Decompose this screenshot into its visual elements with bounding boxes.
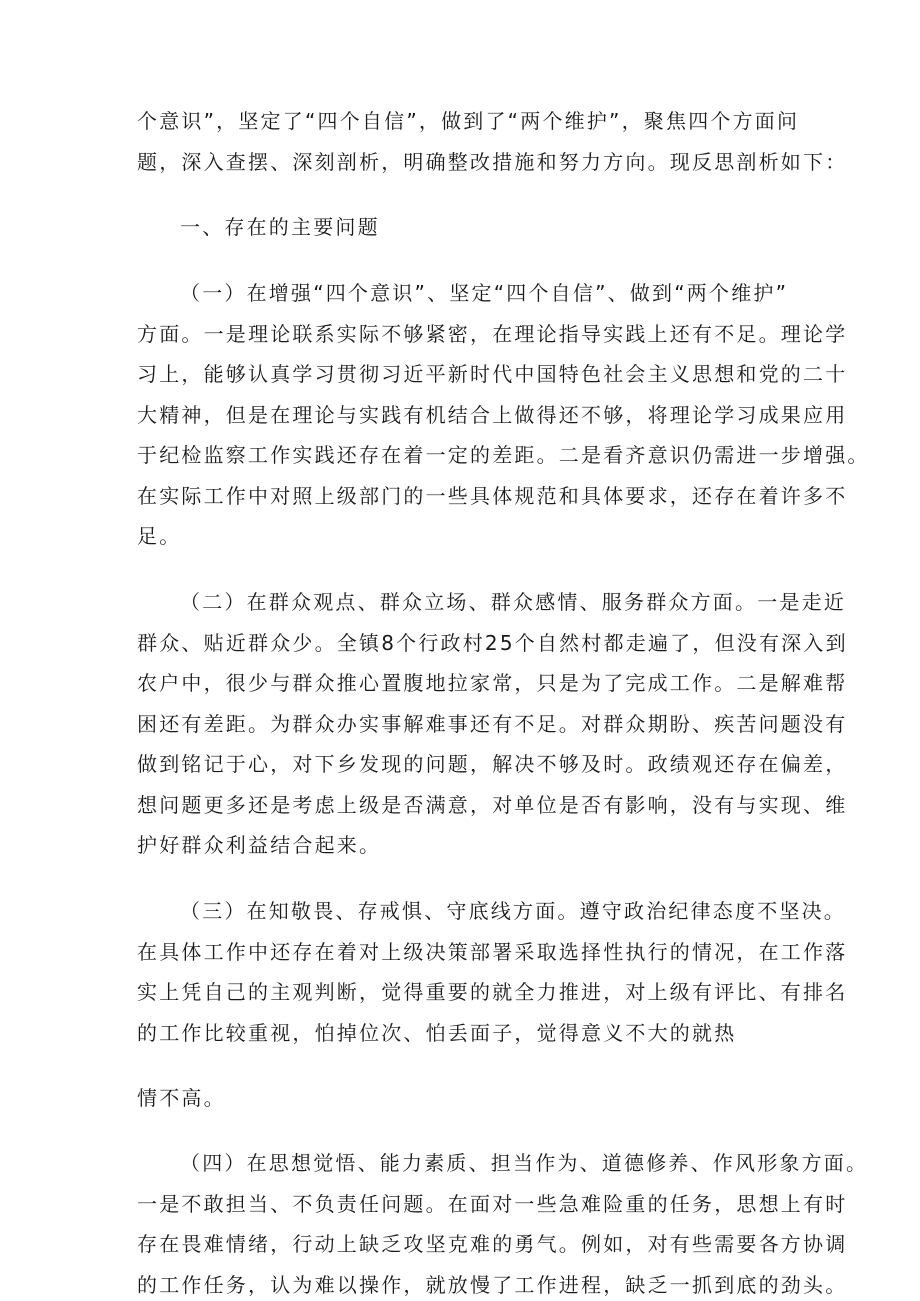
- text-line: 方面。一是理论联系实际不够紧密，在理论指导实践上还有不足。理论学: [137, 322, 848, 346]
- text-line: 护好群众利益结合起来。: [137, 833, 382, 857]
- text-line: 一是不敢担当、不负责任问题。在面对一些急难险重的任务，思想上有时: [137, 1192, 848, 1216]
- text-line: 题，深入查摆、深刻剖析，明确整改措施和努力方向。现反思剖析如下：: [137, 150, 848, 174]
- section-heading: 一、存在的主要问题: [180, 215, 380, 239]
- text-line: 做到铭记于心，对下乡发现的问题，解决不够及时。政绩观还存在偏差，: [137, 752, 848, 776]
- text-line: 于纪检监察工作实践还存在着一定的差距。二是看齐意识仍需进一步增强。: [137, 443, 870, 467]
- text-line: 的工作任务，认为难以操作，就放慢了工作进程，缺乏一抓到底的劲头。: [137, 1273, 848, 1297]
- text-line: 农户中，很少与群众推心置腹地拉家常，只是为了完成工作。二是解难帮: [137, 671, 848, 695]
- text-line: 想问题更多还是考虑上级是否满意，对单位是否有影响，没有与实现、维: [137, 793, 848, 817]
- text-line: 存在畏难情绪，行动上缺乏攻坚克难的勇气。例如，对有些需要各方协调: [137, 1232, 848, 1256]
- text-line: 习上，能够认真学习贯彻习近平新时代中国特色社会主义思想和党的二十: [137, 362, 848, 386]
- text-line: 困还有差距。为群众办实事解难事还有不足。对群众期盼、疾苦问题没有: [137, 712, 848, 736]
- paragraph-heading: （一）在增强“四个意识”、坚定“四个自信”、做到“两个维护”: [180, 281, 789, 305]
- text-line: 大精神，但是在理论与实践有机结合上做得还不够，将理论学习成果应用: [137, 403, 848, 427]
- text-line: 足。: [137, 524, 182, 548]
- text-line: 情不高。: [137, 1086, 226, 1110]
- text-line: 个意识”，坚定了“四个自信”，做到了“两个维护”，聚焦四个方面问: [137, 109, 800, 133]
- text-line: 的工作比较重视，怕掉位次、怕丢面子，觉得意义不大的就热: [137, 1021, 737, 1045]
- paragraph-heading: （四）在思想觉悟、能力素质、担当作为、道德修养、作风形象方面。: [180, 1151, 869, 1175]
- paragraph-heading: （二）在群众观点、群众立场、群众感情、服务群众方面。一是走近: [180, 590, 846, 614]
- text-line: 在具体工作中还存在着对上级决策部署采取选择性执行的情况，在工作落: [137, 940, 848, 964]
- paragraph-heading: （三）在知敬畏、存戒惧、守底线方面。遵守政治纪律态度不坚决。: [180, 899, 846, 923]
- text-line: 实上凭自己的主观判断，觉得重要的就全力推进，对上级有评比、有排名: [137, 980, 848, 1004]
- text-line: 群众、贴近群众少。全镇8个行政村25个自然村都走遍了，但没有深入到: [137, 631, 848, 655]
- text-line: 在实际工作中对照上级部门的一些具体规范和具体要求，还存在着许多不: [137, 484, 848, 508]
